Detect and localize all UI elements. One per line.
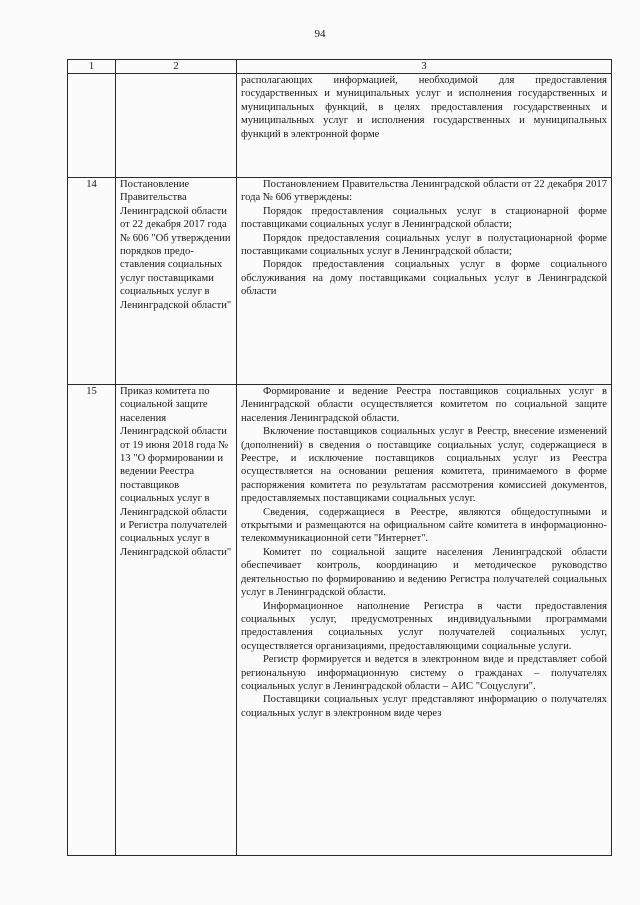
table-header-row bbox=[68, 60, 612, 74]
row-number: 15 bbox=[68, 385, 116, 856]
content-paragraph: Порядок предоставления социальных услуг в форме социального обслуживания на дому поставщиками социальных услуг в Ленинградской области bbox=[241, 259, 607, 298]
content-paragraph: Включение поставщиков социальных услуг в Реестр, внесение изменений (дополнений) в сведения о поставщике социальных услуг, содержащиеся в Реестре, и исключение поставщиков социальных услуг из Реестра осуществляется на основании решения комитета, принимаемого в форме распоряжения комитета по результатам рассмотрения комиссией документов, предоставляемых поставщиками социальных услуг. bbox=[241, 426, 607, 505]
content-paragraph: Регистр формируется и ведется в электронном виде и представляет собой региональную информационную систему о гражданах – получателях социальных услуг в Ленинградской области – АИС "Соцуслуги". bbox=[241, 654, 607, 692]
document-name: Приказ комитета по социальной защите населения Ленинградской области от 19 июня 2018 года № 13 "О формировании и ведении Реестра поставщиков социальных услуг в Ленинградской области и Регистра получателей социальных услуг в Ленинградской области" bbox=[116, 385, 237, 856]
column-header-1: 1 bbox=[68, 60, 116, 74]
content-paragraph: Формирование и ведение Реестра поставщиков социальных услуг в Ленинградской области осуществляется комитетом по социальной защите населения Ленинградской области. bbox=[241, 386, 607, 424]
content-paragraph: Сведения, содержащиеся в Реестре, являются общедоступными и открытыми и размещаются на официальном сайте комитета в информационно-телекоммуникационной сети "Интернет". bbox=[241, 506, 607, 545]
table-row bbox=[68, 178, 612, 385]
table-row bbox=[68, 385, 612, 856]
content-paragraph: Поставщики социальных услуг представляют информацию о получателях социальных услуг в электронном виде через bbox=[241, 694, 607, 719]
content-paragraph: Постановлением Правительства Ленинградской области от 22 декабря 2017 года № 606 утверждены: bbox=[241, 179, 607, 204]
content-paragraph: располагающих информацией, необходимой для предоставления государственных и муниципальных услуг и исполнения государственных и муниципальных функций, в целях предоставления государственных и муниципальных услуг и исполнения государственных и муниципальных функций в электронной форме bbox=[241, 75, 607, 140]
document-content bbox=[237, 74, 612, 178]
document-name bbox=[116, 74, 237, 178]
column-header-2: 2 bbox=[116, 60, 237, 74]
content-paragraph: Порядок предоставления социальных услуг в полустационарной форме поставщиками социальных услуг в Ленинградской области; bbox=[241, 232, 607, 258]
document-table bbox=[67, 59, 612, 856]
document-content bbox=[237, 178, 612, 385]
content-paragraph: Комитет по социальной защите населения Ленинградской области обеспечивает контроль, координацию и методическое руководство деятельностью по формированию и ведению Регистра получателей социальных услуг в Ленинградской области. bbox=[241, 546, 607, 599]
row-number: 14 bbox=[68, 178, 116, 385]
column-header-3: 3 bbox=[237, 60, 612, 74]
page-number: 94 bbox=[314, 28, 326, 40]
row-number bbox=[68, 74, 116, 178]
content-paragraph: Порядок предоставления социальных услуг в стационарной форме поставщиками социальных услуг в Ленинградской области; bbox=[241, 205, 607, 231]
table-row bbox=[68, 74, 612, 178]
content-paragraph: Информационное наполнение Регистра в части предоставления социальных услуг, предусмотренных индивидуальными программами предоставления социальных услуг получателей социальных услуг, осуществляется организациями, предоставляющими социальные услуги. bbox=[241, 600, 607, 652]
document-content bbox=[237, 385, 612, 856]
document-name: Постановление Правительства Ленинградской области от 22 декабря 2017 года № 606 "Об утверждении порядков предо-ставления социальных услуг поставщиками социальных услуг в Ленинградской области" bbox=[116, 178, 237, 385]
